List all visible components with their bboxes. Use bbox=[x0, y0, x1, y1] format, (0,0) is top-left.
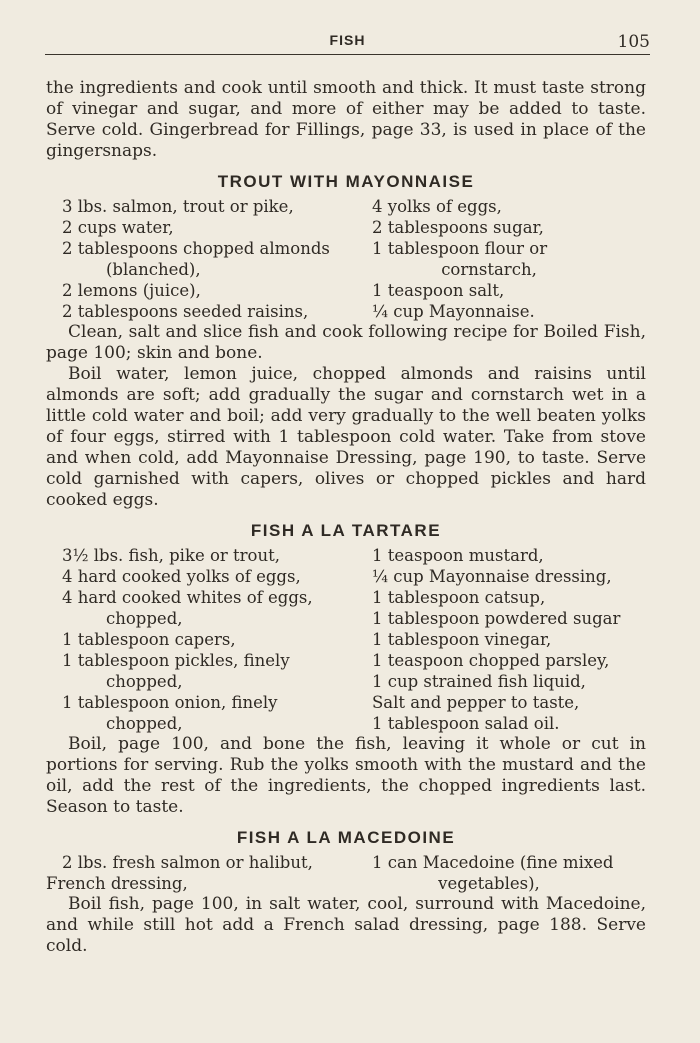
ingredient-line: 1 tablespoon catsup, bbox=[372, 588, 546, 607]
ingredient-line: 1 cup strained fish liquid, bbox=[372, 672, 586, 691]
ingredient-line: 1 tablespoon onion, finely bbox=[62, 693, 278, 712]
ingredient-line: 1 can Macedoine (fine mixed bbox=[372, 853, 614, 872]
instruction-paragraph: Boil fish, page 100, in salt water, cool, surround with Macedoine, and while still hot add a French salad dressing, page 188. Serve cold. bbox=[46, 894, 646, 956]
ingredient-line: (blanched), bbox=[106, 260, 201, 279]
ingredient-column-left bbox=[46, 852, 372, 894]
ingredient-list bbox=[62, 196, 646, 322]
ingredient-line: 1 tablespoon vinegar, bbox=[372, 630, 552, 649]
ingredient-column-right bbox=[372, 545, 646, 734]
page-content bbox=[46, 78, 646, 957]
recipe-title-fish-a-la-tartare: FISH A LA TARTARE bbox=[250, 521, 442, 540]
ingredient-line: ¼ cup Mayonnaise dressing, bbox=[372, 567, 612, 586]
ingredient-line: 4 yolks of eggs, bbox=[372, 197, 502, 216]
ingredient-line: 3½ lbs. fish, pike or trout, bbox=[62, 546, 280, 565]
ingredient-line: 2 lemons (juice), bbox=[62, 281, 201, 300]
ingredient-line: 4 hard cooked whites of eggs, bbox=[62, 588, 313, 607]
ingredient-line: 4 hard cooked yolks of eggs, bbox=[62, 567, 301, 586]
page-number: 105 bbox=[617, 32, 650, 52]
ingredient-line: 1 tablespoon salad oil. bbox=[372, 714, 560, 733]
ingredient-list bbox=[62, 545, 646, 734]
ingredient-line: chopped, bbox=[106, 672, 183, 691]
ingredient-list bbox=[46, 852, 646, 894]
running-title: FISH bbox=[329, 32, 366, 48]
ingredient-line: 1 teaspoon mustard, bbox=[372, 546, 544, 565]
ingredient-line: vegetables), bbox=[438, 874, 540, 893]
ingredient-line: 1 teaspoon chopped parsley, bbox=[372, 651, 610, 670]
ingredient-line: cornstarch, bbox=[441, 260, 537, 279]
ingredient-line: 2 tablespoons seeded raisins, bbox=[62, 302, 309, 321]
ingredient-column-right bbox=[372, 852, 646, 894]
ingredient-column-right bbox=[372, 196, 646, 322]
intro-paragraph: the ingredients and cook until smooth and thick. It must taste strong of vinegar and sugar, and more of either may be added to taste. Serve cold. Gingerbread for Fillings, page 33, is used in place of the gingersnaps. bbox=[46, 78, 646, 161]
ingredient-line: French dressing, bbox=[46, 874, 188, 893]
ingredient-column-left bbox=[62, 196, 372, 322]
ingredient-line: 1 tablespoon powdered sugar bbox=[372, 609, 621, 628]
ingredient-line: 1 tablespoon pickles, finely bbox=[62, 651, 290, 670]
ingredient-line: 3 lbs. salmon, trout or pike, bbox=[62, 197, 294, 216]
instruction-paragraph: Clean, salt and slice fish and cook following recipe for Boiled Fish, page 100; skin and bone. bbox=[46, 322, 646, 363]
ingredient-column-left bbox=[62, 545, 372, 734]
instruction-paragraph: Boil, page 100, and bone the fish, leaving it whole or cut in portions for serving. Rub the yolks smooth with the mustard and the oil, add the rest of the ingredients, the chopped ingredients last. Season to taste. bbox=[46, 734, 646, 817]
ingredient-line: ¼ cup Mayonnaise. bbox=[372, 302, 535, 321]
ingredient-line: chopped, bbox=[106, 609, 183, 628]
ingredient-line: chopped, bbox=[106, 714, 183, 733]
ingredient-line: 1 tablespoon capers, bbox=[62, 630, 236, 649]
ingredient-line: 2 cups water, bbox=[62, 218, 174, 237]
ingredient-line: 2 tablespoons chopped almonds bbox=[62, 239, 330, 258]
ingredient-line: 2 tablespoons sugar, bbox=[372, 218, 544, 237]
ingredient-line: 1 teaspoon salt, bbox=[372, 281, 505, 300]
ingredient-line: Salt and pepper to taste, bbox=[372, 693, 580, 712]
ingredient-line: 1 tablespoon flour or bbox=[372, 239, 548, 258]
recipe-title-fish-a-la-macedoine: FISH A LA MACEDOINE bbox=[236, 828, 456, 847]
running-head bbox=[45, 30, 650, 55]
recipe-title-trout-with-mayonnaise: TROUT WITH MAYONNAISE bbox=[217, 172, 475, 191]
ingredient-line: 2 lbs. fresh salmon or halibut, bbox=[62, 853, 313, 872]
instruction-paragraph: Boil water, lemon juice, chopped almonds and raisins until almonds are soft; add gradually the sugar and cornstarch wet in a little cold water and boil; add very gradually to the well beaten yolks of four eggs, stirred with 1 tablespoon cold water. Take from stove and when cold, add Mayonnaise Dressing, page 190, to taste. Serve cold garnished with capers, olives or chopped pickles and hard cooked eggs. bbox=[46, 364, 646, 510]
